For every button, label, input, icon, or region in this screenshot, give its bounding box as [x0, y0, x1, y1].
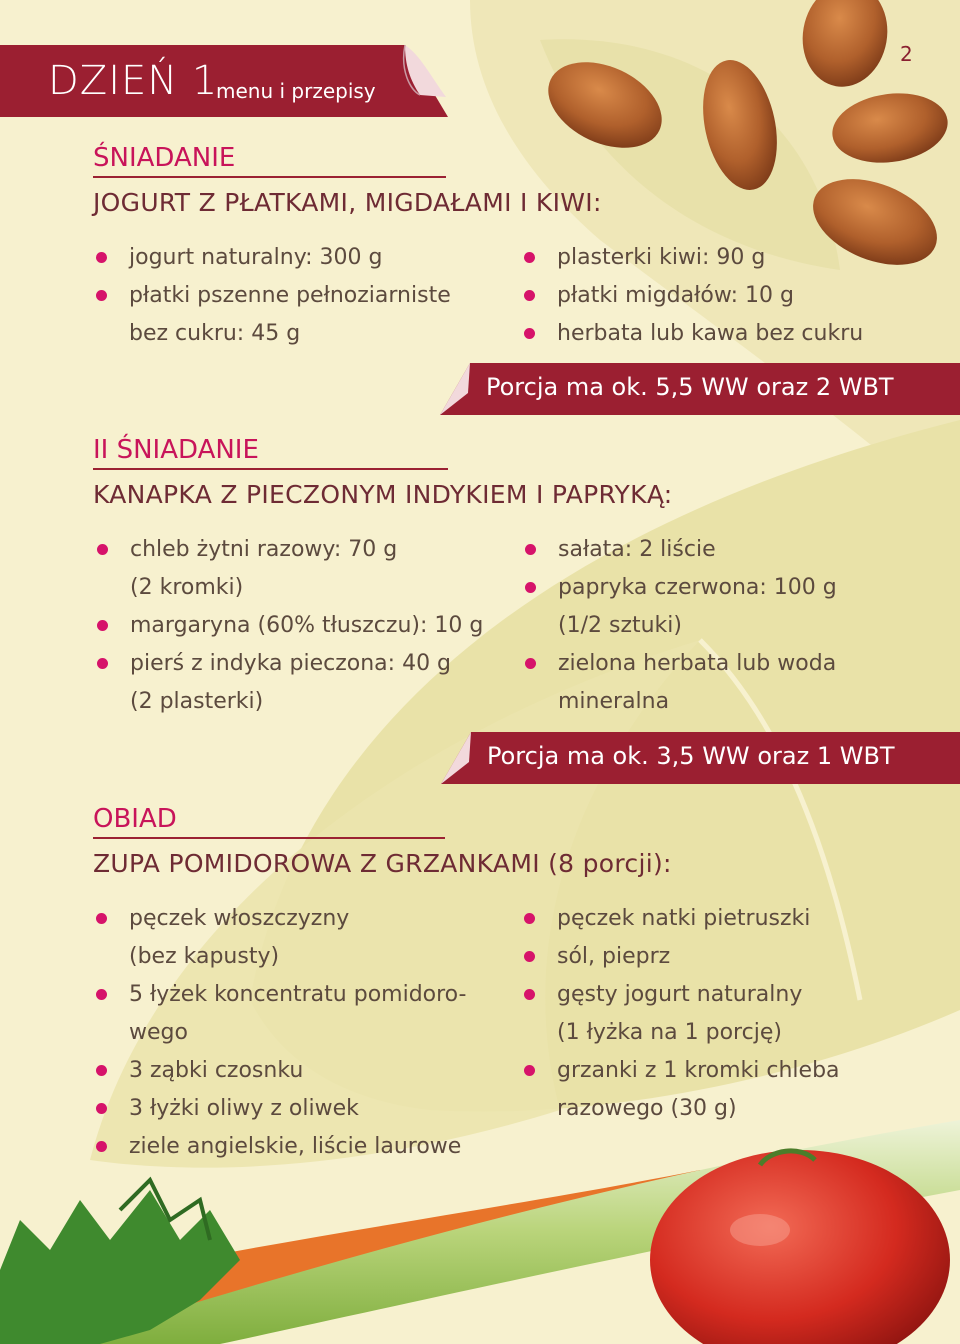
bullet-icon — [96, 913, 107, 924]
section-title-breakfast: ŚNIADANIE — [93, 143, 236, 173]
bullet-icon — [96, 290, 107, 301]
list-item: sól, pieprz — [521, 938, 941, 976]
list-item: 3 ząbki czosnku — [93, 1052, 508, 1090]
list-item: 5 łyżek koncentratu pomidoro- wego — [93, 976, 508, 1052]
bullet-icon — [524, 1065, 535, 1076]
wbt-value: 1 WBT — [816, 742, 895, 770]
section-divider — [93, 176, 446, 178]
list-item: płatki pszenne pełnoziarniste bez cukru: 45 g — [93, 277, 503, 353]
bullet-icon — [525, 544, 536, 555]
bullet-icon — [524, 951, 535, 962]
bullet-icon — [96, 989, 107, 1000]
list-item: jogurt naturalny: 300 g — [93, 239, 503, 277]
list-item: ziele angielskie, liście laurowe — [93, 1128, 508, 1166]
bullet-icon — [97, 544, 108, 555]
header-subtitle: menu i przepisy — [216, 79, 376, 103]
list-item: margaryna (60% tłuszczu): 10 g — [94, 607, 504, 645]
portion-text: Porcja ma ok. 3,5 WW oraz 1 WBT — [487, 742, 895, 770]
wbt-value: 2 WBT — [815, 373, 894, 401]
list-item: zielona herbata lub woda mineralna — [522, 645, 942, 721]
bullet-icon — [524, 252, 535, 263]
list-item: gęsty jogurt naturalny (1 łyżka na 1 porcję) — [521, 976, 941, 1052]
section-title-second-breakfast: II ŚNIADANIE — [93, 435, 259, 465]
bullet-icon — [97, 658, 108, 669]
list-item: pierś z indyka pieczona: 40 g (2 plasterki) — [94, 645, 504, 721]
ww-value: 3,5 WW — [656, 742, 750, 770]
bullet-icon — [524, 913, 535, 924]
ingredient-list-right — [521, 900, 941, 1128]
day-title: DZIEŃ 1 — [48, 58, 219, 104]
ingredient-list-left — [93, 239, 503, 353]
list-item: plasterki kiwi: 90 g — [521, 239, 941, 277]
ingredient-list-right — [521, 239, 941, 353]
bullet-icon — [96, 252, 107, 263]
bullet-icon — [96, 1141, 107, 1152]
recipe-title-second-breakfast: KANAPKA Z PIECZONYM INDYKIEM I PAPRYKĄ: — [93, 480, 673, 509]
section-divider — [93, 468, 448, 470]
bullet-icon — [97, 620, 108, 631]
list-item: pęczek włoszczyzny (bez kapusty) — [93, 900, 508, 976]
page-number: 2 — [900, 42, 913, 66]
portion-text: Porcja ma ok. 5,5 WW oraz 2 WBT — [486, 373, 894, 401]
list-item: sałata: 2 liście — [522, 531, 942, 569]
ingredient-list-right — [522, 531, 942, 721]
almond-image — [545, 0, 960, 270]
bullet-icon — [96, 1103, 107, 1114]
list-item: pęczek natki pietruszki — [521, 900, 941, 938]
bullet-icon — [96, 1065, 107, 1076]
list-item: herbata lub kawa bez cukru — [521, 315, 941, 353]
bullet-icon — [524, 328, 535, 339]
list-item: 3 łyżki oliwy z oliwek — [93, 1090, 508, 1128]
section-divider — [93, 837, 445, 839]
ingredient-list-left — [94, 531, 504, 721]
recipe-title-lunch: ZUPA POMIDOROWA Z GRZANKAMI (8 porcji): — [93, 849, 672, 878]
section-title-lunch: OBIAD — [93, 804, 177, 834]
bullet-icon — [524, 290, 535, 301]
list-item: grzanki z 1 kromki chleba razowego (30 g) — [521, 1052, 941, 1128]
list-item: chleb żytni razowy: 70 g (2 kromki) — [94, 531, 504, 607]
bullet-icon — [525, 658, 536, 669]
recipe-title-breakfast: JOGURT Z PŁATKAMI, MIGDAŁAMI I KIWI: — [93, 188, 602, 217]
list-item: płatki migdałów: 10 g — [521, 277, 941, 315]
bullet-icon — [525, 582, 536, 593]
portion-banner — [441, 732, 960, 784]
ww-value: 5,5 WW — [655, 373, 749, 401]
list-item: papryka czerwona: 100 g (1/2 sztuki) — [522, 569, 942, 645]
bullet-icon — [524, 989, 535, 1000]
ingredient-list-left — [93, 900, 508, 1166]
portion-banner — [440, 363, 960, 415]
